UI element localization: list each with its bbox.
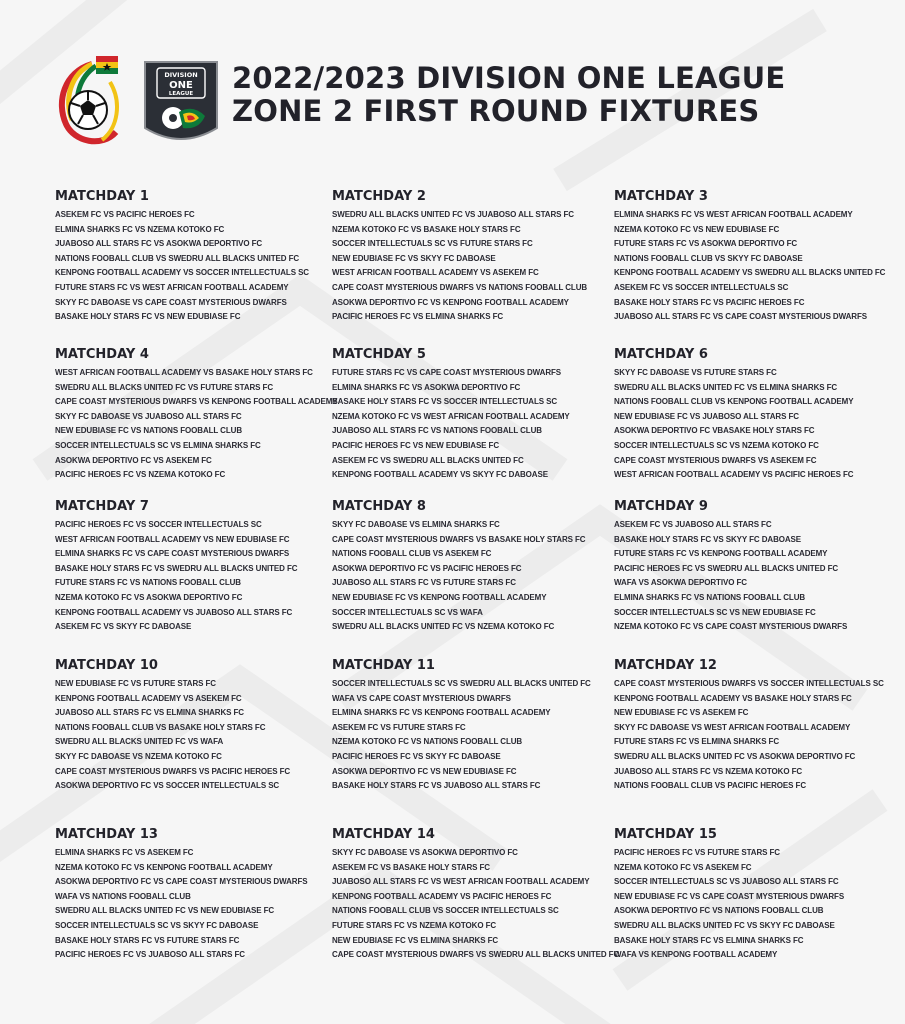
fixture-item: KENPONG FOOTBALL ACADEMY VS BASAKE HOLY STARS FC <box>614 692 852 703</box>
matchday-block <box>55 189 345 324</box>
fixture-item: FUTURE STARS FC VS ASOKWA DEPORTIVO FC <box>614 238 798 249</box>
fixture-list <box>332 365 622 482</box>
matchday-block <box>614 347 904 482</box>
fixture-list <box>55 365 345 482</box>
fixture-item: NATIONS FOOBALL CLUB VS SOCCER INTELLECTUALS SC <box>332 905 559 916</box>
fixture-item: ELMINA SHARKS FC VS WEST AFRICAN FOOTBALL ACADEMY <box>614 209 853 219</box>
fixture-item: WEST AFRICAN FOOTBALL ACADEMY VS PACIFIC HEROES FC <box>614 469 854 480</box>
fixture-item: JUABOSO ALL STARS FC VS ELMINA SHARKS FC <box>55 707 244 718</box>
fixture-item: SKYY FC DABOASE VS JUABOSO ALL STARS FC <box>55 410 242 421</box>
fixture-item: SKYY FC DABOASE VS ELMINA SHARKS FC <box>332 519 500 529</box>
matchday-title: MATCHDAY 12 <box>614 658 717 673</box>
fixture-item: NEW EDUBIASE FC VS CAPE COAST MYSTERIOUS DWARFS <box>614 890 845 901</box>
matchday-block <box>332 658 622 793</box>
fixture-item: NATIONS FOOBALL CLUB VS ASEKEM FC <box>332 548 492 559</box>
matchday-title: MATCHDAY 13 <box>55 827 158 842</box>
fixture-item: PACIFIC HEROES FC VS ELMINA SHARKS FC <box>332 311 504 322</box>
fixture-list <box>55 207 345 324</box>
fixture-item: SWEDRU ALL BLACKS UNITED FC VS ELMINA SHARKS FC <box>614 381 838 392</box>
fixture-item: CAPE COAST MYSTERIOUS DWARFS VS SOCCER INTELLECTUALS SC <box>614 678 884 688</box>
fixture-item: ASOKWA DEPORTIVO FC VBASAKE HOLY STARS FC <box>614 425 815 436</box>
fixture-item: BASAKE HOLY STARS FC VS SKYY FC DABOASE <box>614 533 802 544</box>
matchday-title: MATCHDAY 3 <box>614 189 708 204</box>
fixture-list <box>614 517 904 634</box>
svg-text:ONE: ONE <box>169 80 193 91</box>
fixture-item: SWEDRU ALL BLACKS UNITED FC VS FUTURE STARS FC <box>55 381 274 392</box>
fixture-item: ELMINA SHARKS FC VS KENPONG FOOTBALL ACADEMY <box>332 707 551 718</box>
fixture-item: SKYY FC DABOASE VS ASOKWA DEPORTIVO FC <box>332 847 518 857</box>
fixture-item: CAPE COAST MYSTERIOUS DWARFS VS NATIONS FOOBALL CLUB <box>332 281 588 292</box>
fixture-item: NZEMA KOTOKO FC VS ASOKWA DEPORTIVO FC <box>55 591 243 602</box>
fixture-item: ASEKEM FC VS FUTURE STARS FC <box>332 721 466 732</box>
fixture-item: ELMINA SHARKS FC VS NATIONS FOOBALL CLUB <box>614 591 806 602</box>
matchday-title: MATCHDAY 2 <box>332 189 426 204</box>
fixture-item: ASOKWA DEPORTIVO FC VS PACIFIC HEROES FC <box>332 562 522 573</box>
fixture-item: CAPE COAST MYSTERIOUS DWARFS VS BASAKE HOLY STARS FC <box>332 533 586 544</box>
fixture-item: NEW EDUBIASE FC VS JUABOSO ALL STARS FC <box>614 410 799 421</box>
fixture-item: SWEDRU ALL BLACKS UNITED FC VS SKYY FC DABOASE <box>614 919 835 930</box>
fixture-item: ASEKEM FC VS JUABOSO ALL STARS FC <box>614 519 772 529</box>
fixture-item: CAPE COAST MYSTERIOUS DWARFS VS PACIFIC HEROES FC <box>55 765 291 776</box>
svg-text:LEAGUE: LEAGUE <box>168 91 194 97</box>
matchday-title: MATCHDAY 7 <box>55 499 149 514</box>
fixture-item: KENPONG FOOTBALL ACADEMY VS ASEKEM FC <box>55 692 242 703</box>
matchday-block <box>614 658 904 793</box>
fixture-list <box>614 676 904 793</box>
matchday-title: MATCHDAY 5 <box>332 347 426 362</box>
fixture-item: BASAKE HOLY STARS FC VS JUABOSO ALL STARS FC <box>332 780 541 791</box>
fixture-item: JUABOSO ALL STARS FC VS WEST AFRICAN FOOTBALL ACADEMY <box>332 876 590 887</box>
fixture-list <box>55 845 345 962</box>
matchday-title: MATCHDAY 1 <box>55 189 149 204</box>
fixture-item: NEW EDUBIASE FC VS ELMINA SHARKS FC <box>332 934 499 945</box>
fixture-item: SWEDRU ALL BLACKS UNITED FC VS JUABOSO ALL STARS FC <box>332 209 574 219</box>
fixture-item: ASOKWA DEPORTIVO FC VS NEW EDUBIASE FC <box>332 765 517 776</box>
fixture-item: ELMINA SHARKS FC VS CAPE COAST MYSTERIOUS DWARFS <box>55 548 290 559</box>
matchday-block <box>614 827 904 962</box>
fixture-item: WEST AFRICAN FOOTBALL ACADEMY VS ASEKEM FC <box>332 267 539 278</box>
fixture-item: SOCCER INTELLECTUALS SC VS WAFA <box>332 606 483 617</box>
fixture-item: WAFA VS KENPONG FOOTBALL ACADEMY <box>614 949 778 960</box>
fixture-item: NZEMA KOTOKO FC VS NATIONS FOOBALL CLUB <box>332 736 523 747</box>
matchday-title: MATCHDAY 8 <box>332 499 426 514</box>
fixture-item: PACIFIC HEROES FC VS JUABOSO ALL STARS FC <box>55 949 245 960</box>
fixture-item: NEW EDUBIASE FC VS SKYY FC DABOASE <box>332 252 496 263</box>
matchday-block <box>55 499 345 634</box>
fixture-item: KENPONG FOOTBALL ACADEMY VS PACIFIC HEROES FC <box>332 890 552 901</box>
fixture-item: NZEMA KOTOKO FC VS CAPE COAST MYSTERIOUS DWARFS <box>614 621 848 632</box>
fixture-item: FUTURE STARS FC VS KENPONG FOOTBALL ACADEMY <box>614 548 828 559</box>
fixture-item: SWEDRU ALL BLACKS UNITED FC VS NZEMA KOTOKO FC <box>332 621 555 632</box>
fixture-item: SWEDRU ALL BLACKS UNITED FC VS ASOKWA DEPORTIVO FC <box>614 750 856 761</box>
fixture-item: NZEMA KOTOKO FC VS NEW EDUBIASE FC <box>614 223 780 234</box>
svg-text:DIVISION: DIVISION <box>164 71 198 79</box>
fixture-item: NATIONS FOOBALL CLUB VS BASAKE HOLY STARS FC <box>55 721 266 732</box>
fixture-item: NATIONS FOOBALL CLUB VS PACIFIC HEROES FC <box>614 780 807 791</box>
matchday-title: MATCHDAY 14 <box>332 827 435 842</box>
fixture-item: PACIFIC HEROES FC VS NZEMA KOTOKO FC <box>55 469 226 480</box>
fixture-item: JUABOSO ALL STARS FC VS FUTURE STARS FC <box>332 577 516 588</box>
fixture-item: NZEMA KOTOKO FC VS ASEKEM FC <box>614 861 752 872</box>
fixture-item: SWEDRU ALL BLACKS UNITED FC VS WAFA <box>55 736 224 747</box>
fixture-item: ASOKWA DEPORTIVO FC VS NATIONS FOOBALL CLUB <box>614 905 824 916</box>
matchday-block <box>332 347 622 482</box>
fixture-item: NATIONS FOOBALL CLUB VS KENPONG FOOTBALL ACADEMY <box>614 396 854 407</box>
fixture-item: NZEMA KOTOKO FC VS WEST AFRICAN FOOTBALL ACADEMY <box>332 410 570 421</box>
fixture-item: ASEKEM FC VS BASAKE HOLY STARS FC <box>332 861 490 872</box>
fixture-item: SOCCER INTELLECTUALS SC VS NZEMA KOTOKO FC <box>614 439 819 450</box>
fixture-item: ASEKEM FC VS SOCCER INTELLECTUALS SC <box>614 281 789 292</box>
title-line-1: 2022/2023 DIVISION ONE LEAGUE <box>232 61 786 95</box>
fixture-item: WEST AFRICAN FOOTBALL ACADEMY VS BASAKE HOLY STARS FC <box>55 367 313 377</box>
fixture-item: BASAKE HOLY STARS FC VS PACIFIC HEROES FC <box>614 296 805 307</box>
matchday-title: MATCHDAY 10 <box>55 658 158 673</box>
matchday-block <box>614 499 904 634</box>
fixture-list <box>55 676 345 793</box>
fixture-list <box>614 207 904 324</box>
fixture-item: WAFA VS NATIONS FOOBALL CLUB <box>55 890 191 901</box>
fixture-item: KENPONG FOOTBALL ACADEMY VS SWEDRU ALL BLACKS UNITED FC <box>614 267 886 278</box>
matchday-block <box>332 499 622 634</box>
fixture-item: PACIFIC HEROES FC VS SWEDRU ALL BLACKS UNITED FC <box>614 562 839 573</box>
fixture-item: KENPONG FOOTBALL ACADEMY VS SOCCER INTELLECTUALS SC <box>55 267 309 278</box>
title-line-2: ZONE 2 FIRST ROUND FIXTURES <box>232 94 760 128</box>
fixture-item: FUTURE STARS FC VS NATIONS FOOBALL CLUB <box>55 577 241 588</box>
matchday-block <box>614 189 904 324</box>
fixture-item: NZEMA KOTOKO FC VS KENPONG FOOTBALL ACADEMY <box>55 861 273 872</box>
fixture-item: JUABOSO ALL STARS FC VS ASOKWA DEPORTIVO FC <box>55 238 263 249</box>
fixture-item: SOCCER INTELLECTUALS SC VS SKYY FC DABOASE <box>55 919 259 930</box>
fixture-item: ASOKWA DEPORTIVO FC VS SOCCER INTELLECTUALS SC <box>55 780 280 791</box>
fixture-item: KENPONG FOOTBALL ACADEMY VS JUABOSO ALL STARS FC <box>55 606 293 617</box>
matchday-title: MATCHDAY 9 <box>614 499 708 514</box>
fixture-list <box>332 517 622 634</box>
fixture-item: SOCCER INTELLECTUALS SC VS ELMINA SHARKS FC <box>55 439 261 450</box>
fixture-item: SOCCER INTELLECTUALS SC VS JUABOSO ALL STARS FC <box>614 876 839 887</box>
fixture-item: SOCCER INTELLECTUALS SC VS FUTURE STARS FC <box>332 238 533 249</box>
matchday-block <box>55 347 345 482</box>
fixture-item: CAPE COAST MYSTERIOUS DWARFS VS ASEKEM FC <box>614 454 817 465</box>
fixture-item: NEW EDUBIASE FC VS ASEKEM FC <box>614 707 749 718</box>
fixture-item: PACIFIC HEROES FC VS FUTURE STARS FC <box>614 847 780 857</box>
fixture-item: BASAKE HOLY STARS FC VS NEW EDUBIASE FC <box>55 311 241 322</box>
fixture-item: JUABOSO ALL STARS FC VS NZEMA KOTOKO FC <box>614 765 803 776</box>
fixture-item: ASOKWA DEPORTIVO FC VS ASEKEM FC <box>55 454 212 465</box>
fixture-item: PACIFIC HEROES FC VS SOCCER INTELLECTUALS SC <box>55 519 262 529</box>
fixture-item: ELMINA SHARKS FC VS ASEKEM FC <box>55 847 194 857</box>
matchday-title: MATCHDAY 15 <box>614 827 717 842</box>
fixture-list <box>332 676 622 793</box>
fixture-item: WAFA VS ASOKWA DEPORTIVO FC <box>614 577 747 588</box>
fixture-item: FUTURE STARS FC VS WEST AFRICAN FOOTBALL ACADEMY <box>55 281 289 292</box>
fixture-item: SKYY FC DABOASE VS WEST AFRICAN FOOTBALL ACADEMY <box>614 721 851 732</box>
fixture-item: SKYY FC DABOASE VS CAPE COAST MYSTERIOUS DWARFS <box>55 296 287 307</box>
fixture-item: ASOKWA DEPORTIVO FC VS KENPONG FOOTBALL ACADEMY <box>332 296 569 307</box>
fixture-item: ELMINA SHARKS FC VS ASOKWA DEPORTIVO FC <box>332 381 521 392</box>
fixture-item: NATIONS FOOBALL CLUB VS SWEDRU ALL BLACKS UNITED FC <box>55 252 300 263</box>
fixture-item: FUTURE STARS FC VS ELMINA SHARKS FC <box>614 736 780 747</box>
fixture-item: ASEKEM FC VS SWEDRU ALL BLACKS UNITED FC <box>332 454 524 465</box>
fixture-list <box>55 517 345 634</box>
matchday-block <box>332 827 622 962</box>
fixture-item: NATIONS FOOBALL CLUB VS SKYY FC DABOASE <box>614 252 803 263</box>
fixture-item: JUABOSO ALL STARS FC VS CAPE COAST MYSTERIOUS DWARFS <box>614 311 868 322</box>
fixture-item: CAPE COAST MYSTERIOUS DWARFS VS KENPONG FOOTBALL ACADEMY <box>55 396 338 407</box>
fixture-item: NEW EDUBIASE FC VS KENPONG FOOTBALL ACADEMY <box>332 591 547 602</box>
fixture-list <box>614 845 904 962</box>
fixture-item: FUTURE STARS FC VS NZEMA KOTOKO FC <box>332 919 497 930</box>
fixture-item: WEST AFRICAN FOOTBALL ACADEMY VS NEW EDUBIASE FC <box>55 533 290 544</box>
fixture-item: WAFA VS CAPE COAST MYSTERIOUS DWARFS <box>332 692 511 703</box>
fixture-item: ASEKEM FC VS SKYY FC DABOASE <box>55 621 192 632</box>
fixture-item: JUABOSO ALL STARS FC VS NATIONS FOOBALL CLUB <box>332 425 542 436</box>
fixture-item: CAPE COAST MYSTERIOUS DWARFS VS SWEDRU ALL BLACKS UNITED FC <box>332 949 620 960</box>
fixture-item: SKYY FC DABOASE VS FUTURE STARS FC <box>614 367 777 377</box>
fixture-item: NEW EDUBIASE FC VS FUTURE STARS FC <box>55 678 216 688</box>
fixture-list <box>614 365 904 482</box>
fixture-item: BASAKE HOLY STARS FC VS FUTURE STARS FC <box>55 934 240 945</box>
fixture-item: SWEDRU ALL BLACKS UNITED FC VS NEW EDUBIASE FC <box>55 905 275 916</box>
fixture-list <box>332 845 622 962</box>
matchday-block <box>332 189 622 324</box>
fixture-item: NZEMA KOTOKO FC VS BASAKE HOLY STARS FC <box>332 223 521 234</box>
fixture-item: PACIFIC HEROES FC VS SKYY FC DABOASE <box>332 750 501 761</box>
fixture-item: PACIFIC HEROES FC VS NEW EDUBIASE FC <box>332 439 500 450</box>
matchday-block <box>55 658 345 793</box>
matchday-title: MATCHDAY 11 <box>332 658 435 673</box>
matchday-block <box>55 827 345 962</box>
matchday-title: MATCHDAY 4 <box>55 347 149 362</box>
fixture-item: NEW EDUBIASE FC VS NATIONS FOOBALL CLUB <box>55 425 243 436</box>
fixture-item: SOCCER INTELLECTUALS SC VS NEW EDUBIASE FC <box>614 606 816 617</box>
fixture-item: ASOKWA DEPORTIVO FC VS CAPE COAST MYSTERIOUS DWARFS <box>55 876 308 887</box>
matchday-title: MATCHDAY 6 <box>614 347 708 362</box>
fixture-item: ASEKEM FC VS PACIFIC HEROES FC <box>55 209 195 219</box>
fixture-item: ELMINA SHARKS FC VS NZEMA KOTOKO FC <box>55 223 225 234</box>
fixture-item: BASAKE HOLY STARS FC VS ELMINA SHARKS FC <box>614 934 804 945</box>
fixture-item: BASAKE HOLY STARS FC VS SWEDRU ALL BLACKS UNITED FC <box>55 562 298 573</box>
fixture-item: SKYY FC DABOASE VS NZEMA KOTOKO FC <box>55 750 222 761</box>
fixture-item: KENPONG FOOTBALL ACADEMY VS SKYY FC DABOASE <box>332 469 548 480</box>
fixture-item: FUTURE STARS FC VS CAPE COAST MYSTERIOUS DWARFS <box>332 367 562 377</box>
fixture-item: BASAKE HOLY STARS FC VS SOCCER INTELLECTUALS SC <box>332 396 558 407</box>
fixture-item: SOCCER INTELLECTUALS SC VS SWEDRU ALL BLACKS UNITED FC <box>332 678 591 688</box>
fixture-list <box>332 207 622 324</box>
